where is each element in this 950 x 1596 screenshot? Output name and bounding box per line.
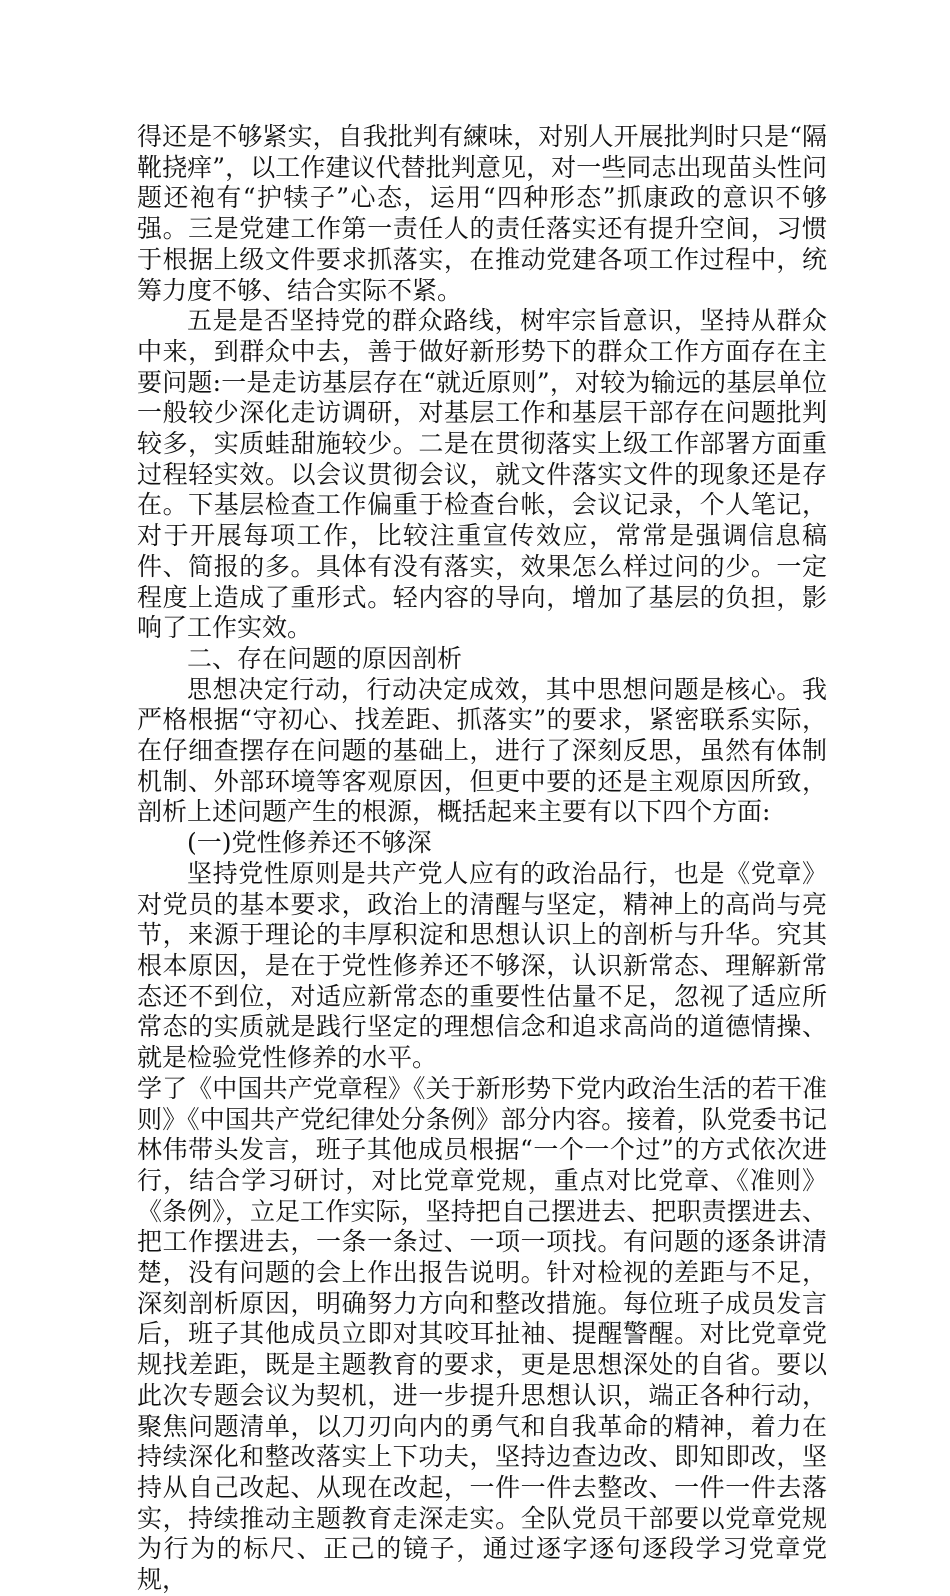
subsection-heading-party-spirit: (一)党性修养还不够深 <box>187 828 432 858</box>
paragraph-continuation-1: 得还是不够紧实，自我批判有練味，对别人开展批判时只是“隔靴挠痒”，以工作建议代替批判意见，对一些同志出现苗头性问题还袍有“护犊子”心态，运用“四种形态”抓康政的意识不够强。三是党建工作第一责任人的责任落实还有提升空间，习惯于根据上级文件要求抓落实，在推动党建各项工作过程中，统筹力度不够、结合实际不紧。 <box>137 122 827 305</box>
paragraph-study-meeting: 学了《中国共产党章程》《关于新形势下党内政治生活的若干准则》《中国共产党纪律处分条例》部分内容。接着，队党委书记林伟带头发言，班子其他成员根据“一个一个过”的方式依次进行，结合学习研讨，对比党章党规，重点对比党章、《准则》《条例》，立足工作实际，坚持把自己摆进去、把职责摆进去、把工作摆进去，一条一条过、一项一项找。有问题的逐条讲清楚，没有问题的会上作出报告说明。针对检视的差距与不足，深刻剖析原因，明确努力方向和整改措施。每位班子成员发言后，班子其他成员立即对其咬耳扯袖、提醒警醒。对比党章党规找差距，既是主题教育的要求，更是思想深处的自省。要以此次专题会议为契机，进一步提升思想认识，端正各种行动，聚焦问题清单，以刀刃向内的勇气和自我革命的精神，着力在持续深化和整改落实上下功夫，坚持边查边改、即知即改，坚持从自己改起、从现在改起，一件一件去整改、一件一件去落实，持续推动主题教育走深走实。全队党员干部要以党章党规为行为的标尺、正己的镜子，通过逐字逐句逐段学习党章党规， <box>137 1073 827 1595</box>
paragraph-mass-line-issues: 五是是否坚持党的群众路线，树牢宗旨意识，坚持从群众中来，到群众中去，善于做好新形势下的群众工作方面存在主要问题:一是走访基层存在“就近原则”，对较为输远的基层单位一般较少深化走访调研，对基层工作和基层干部存在问题批判较多，实质蛙甜施较少。二是在贯彻落实上级工作部署方面重过程轻实效。以会议贯彻会议，就文件落实文件的现象还是存在。下基层检查工作偏重于检查台帐，会议记录，个人笔记，对于开展每项工作，比较注重宣传效应，常常是强调信息稿件、简报的多。具体有没有落实，效果怎么样过问的少。一定程度上造成了重形式。轻内容的导向，增加了基层的负担，影响了工作实效。 <box>137 306 827 643</box>
document-body <box>137 122 827 1596</box>
paragraph-cause-intro: 思想决定行动，行动决定成效，其中思想问题是核心。我严格根据“守初心、找差距、抓落实”的要求，紧密联系实际，在仔细查摆存在问题的基础上，进行了深刻反思，虽然有体制机制、外部环境等客观原因，但更中要的还是主观原因所致，剖析上述问题产生的根源，概括起来主要有以下四个方面: <box>137 674 827 827</box>
section-heading-cause-analysis: 二、存在问题的原因剖析 <box>187 643 463 673</box>
paragraph-party-spirit: 坚持党性原则是共产党人应有的政治品行，也是《党章》对党员的基本要求，政治上的清醒与坚定，精神上的高尚与亮节，来源于理论的丰厚积淀和思想认识上的剖析与升华。究其根本原因，是在于党性修养还不够深，认识新常态、理解新常态还不到位，对适应新常态的重要性估量不足，忽视了适应所常态的实质就是践行坚定的理想信念和追求高尚的道德情操、就是检验党性修养的水平。 <box>137 858 827 1073</box>
